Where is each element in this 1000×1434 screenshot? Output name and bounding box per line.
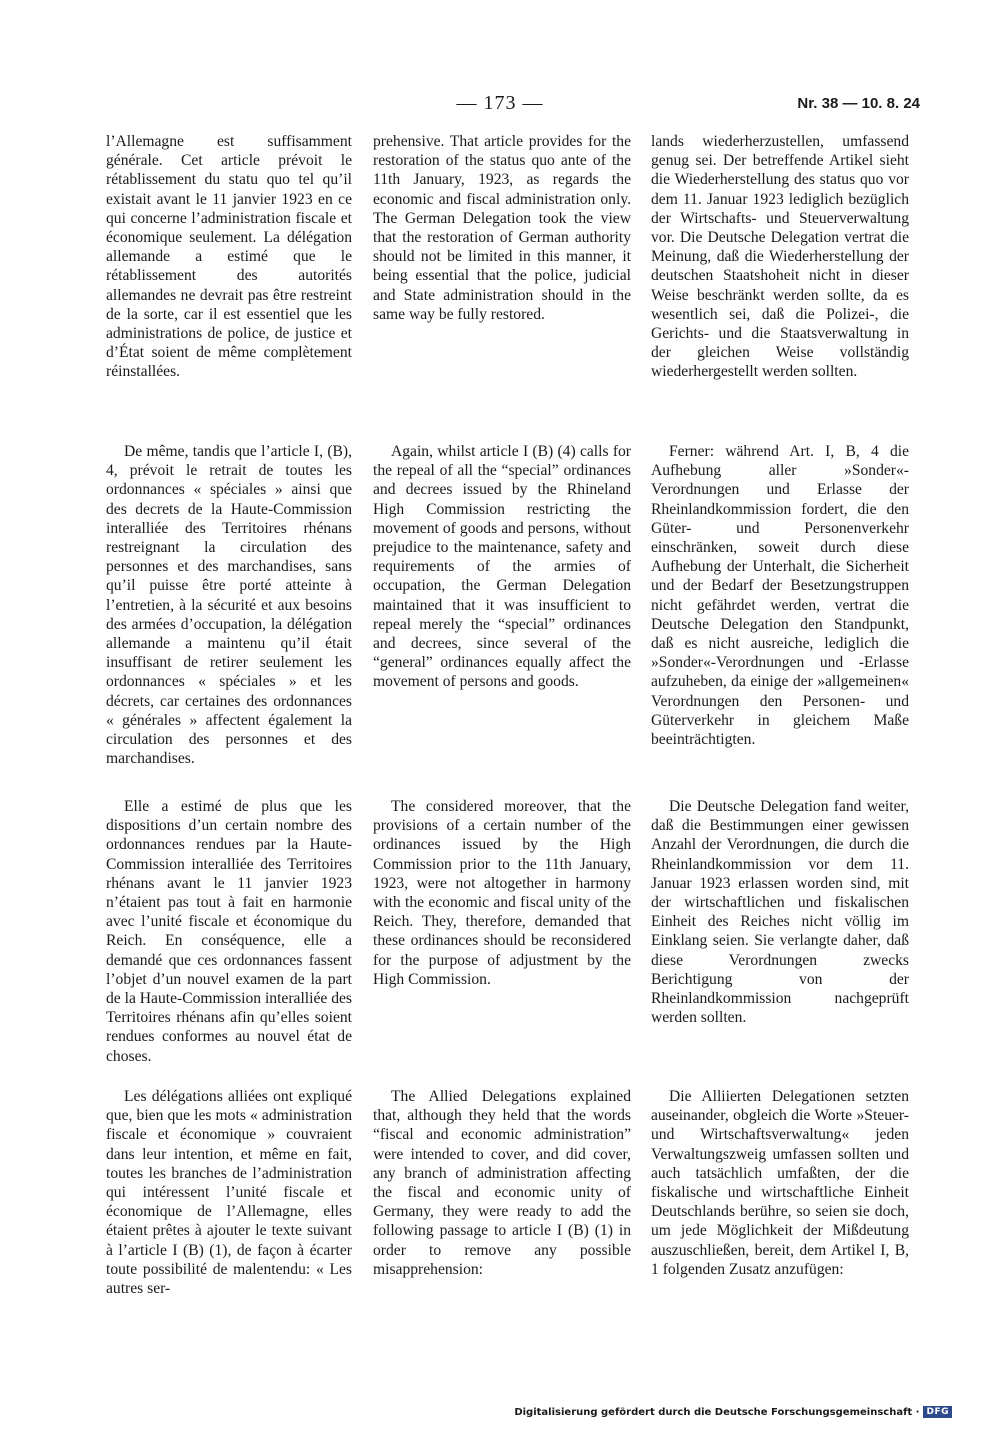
dfg-logo: DFG <box>923 1406 952 1418</box>
english-paragraph-2: Again, whilst article I (B) (4) calls for the repeal of all the “special” ordinances and decrees issued by the Rhineland High Commission restricting the movement of goods and persons, without prejudice to the maintenance, safety and requirements of the armies of occupation, the German Delegation maintained that it was insufficient to repeal merely the “special” ordinances and decrees, since several of the “general” ordinances equally affect the movement of persons and goods. <box>373 443 631 691</box>
french-paragraph-2: De même, tandis que l’article I, (B), 4, prévoit le retrait de toutes les ordonnances « spéciales » ainsi que des decrets de la Haute-Commission interalliée des Territoires rhénans restreignant la circulation des personnes et des marchandises, sans qu’il puisse être porté atteinte à l’entretien, à la sécurité et aux besoins des armées d’occupation, la délégation allemande a maintenu qu’il était insuffisant de retirer seulement les ordonnances « spéciales » et les décrets, car certaines des ordonnances « générales » affectent également la circulation des personnes et des marchandises. <box>106 443 352 768</box>
english-paragraph-3: The considered moreover, that the provisions of a certain number of the ordinances issued by the High Commission prior to the 11th January, 1923, were not altogether in harmony with the economic and fiscal unity of the Reich. They, therefore, demanded that these ordinances should be reconsidered for the purpose of adjustment by the High Commission. <box>373 798 631 988</box>
german-paragraph-4: Die Alliierten Delegationen setzten auseinander, obgleich die Worte »Steuer- und Wirtschaftsverwaltung« jeden Verwaltungszweig umfassen sollten und auch tatsächlich umfaßten, der die fiskalische und wirtschaftliche Einheit Deutschlands berühre, so seien sie doch, um jede Möglichkeit der Mißdeutung auszuschließen, bereit, dem Artikel I, B, 1 folgenden Zusatz anzufügen: <box>651 1088 909 1278</box>
digitization-credit-text: Digitalisierung gefördert durch die Deutsche Forschungsgemeinschaft · <box>514 1406 920 1418</box>
issue-reference: Nr. 38 — 10. 8. 24 <box>797 95 920 112</box>
german-paragraph-3: Die Deutsche Delegation fand weiter, daß die Bestimmungen einer gewissen Anzahl der Verordnungen, die durch die Rheinlandkommission vor dem 11. Januar 1923 erlassen worden sind, mit der wirtschaftlichen und fiskalischen Einheit des Reiches nicht völlig im Einklang seien. Sie verlangte daher, daß diese Verordnungen zwecks Berichtigung von der Rheinlandkommission nachgeprüft werden sollten. <box>651 798 909 1027</box>
english-paragraph-4: The Allied Delegations explained that, although they held that the words “fiscal and economic administration” were intended to cover, and did cover, any branch of administration affecting the fiscal and economic unity of Germany, they were ready to add the following passage to article I (B) (1) in order to remove any possible misapprehension: <box>373 1088 631 1278</box>
digitization-credit <box>514 1406 952 1418</box>
german-paragraph-2: Ferner: während Art. I, B, 4 die Aufhebung aller »Sonder«-Verordnungen und Erlasse der Rheinlandkommission fordert, die den Güter- und Personenverkehr einschränken, soweit durch diese Aufhebung der Unterhalt, die Sicherheit und der Bedarf der Besetzungstruppen nicht gefährdet werden, vertrat die Deutsche Delegation den Standpunkt, daß es nicht ausreiche, lediglich die »Sonder«-Verordnungen und -Erlasse aufzuheben, da einige der »allgemeinen« Verordnungen den Personen- und Güterverkehr in gleichem Maße beeinträchtigten. <box>651 443 909 749</box>
french-paragraph-1: l’Allemagne est suffisamment générale. Cet article prévoit le rétablissement du statu quo tel qu’il existait avant le 11 janvier 1923 en ce qui concerne l’administration fiscale et économique seulement. La délégation allemande a estimé que le rétablissement des autorités allemandes ne devrait pas être restreint de la sorte, car il est essentiel que les administrations de police, de justice et d’État soient de même complètement réinstallées. <box>106 133 352 381</box>
french-paragraph-3: Elle a estimé de plus que les dispositions d’un certain nombre des ordonnances rendues par la Haute-Commission interalliée des Territoires rhénans avant le 11 janvier 1923 n’étaient pas tout à fait en harmonie avec l’unité fiscale et économique du Reich. En conséquence, elle a demandé que ces ordonnances fassent l’objet d’un nouvel examen de la part de la Haute-Commission interalliée des Territoires rhénans afin qu’elles soient rendues conformes au nouvel état de choses. <box>106 798 352 1065</box>
german-paragraph-1: lands wiederherzustellen, umfassend genug sei. Der betreffende Artikel sieht die Wiederherstellung des status quo vor dem 11. Januar 1923 lediglich bezüglich der Wirtschafts- und Steuerverwaltung vor. Die Deutsche Delegation vertrat die Meinung, daß die Wiederherstellung der deutschen Staatshoheit nicht in dieser Weise beschränkt werden sollte, da es wesentlich sei, daß die Polizei-, die Gerichts- und die Staatsverwaltung in der gleichen Weise vollständig wiederhergestellt werden sollten. <box>651 133 909 381</box>
english-paragraph-1: prehensive. That article provides for the restoration of the status quo ante of the 11th January, 1923, as regards the economic and fiscal administration only. The German Delegation took the view that the restoration of German authority should not be limited in this manner, it being essential that the police, judicial and State administration should in the same way be fully restored. <box>373 133 631 323</box>
page-number: — 173 — <box>456 92 544 114</box>
french-paragraph-4: Les délégations alliées ont expliqué que, bien que les mots « administration fiscale et économique » couvraient dans leur intention, et même en fait, toutes les branches de l’administration qui intéressent l’unité fiscale et économique de l’Allemagne, elles étaient prêtes à ajouter le texte suivant à l’article I (B) (1), de façon à écarter toute possibilité de malentendu: « Les autres ser- <box>106 1088 352 1298</box>
